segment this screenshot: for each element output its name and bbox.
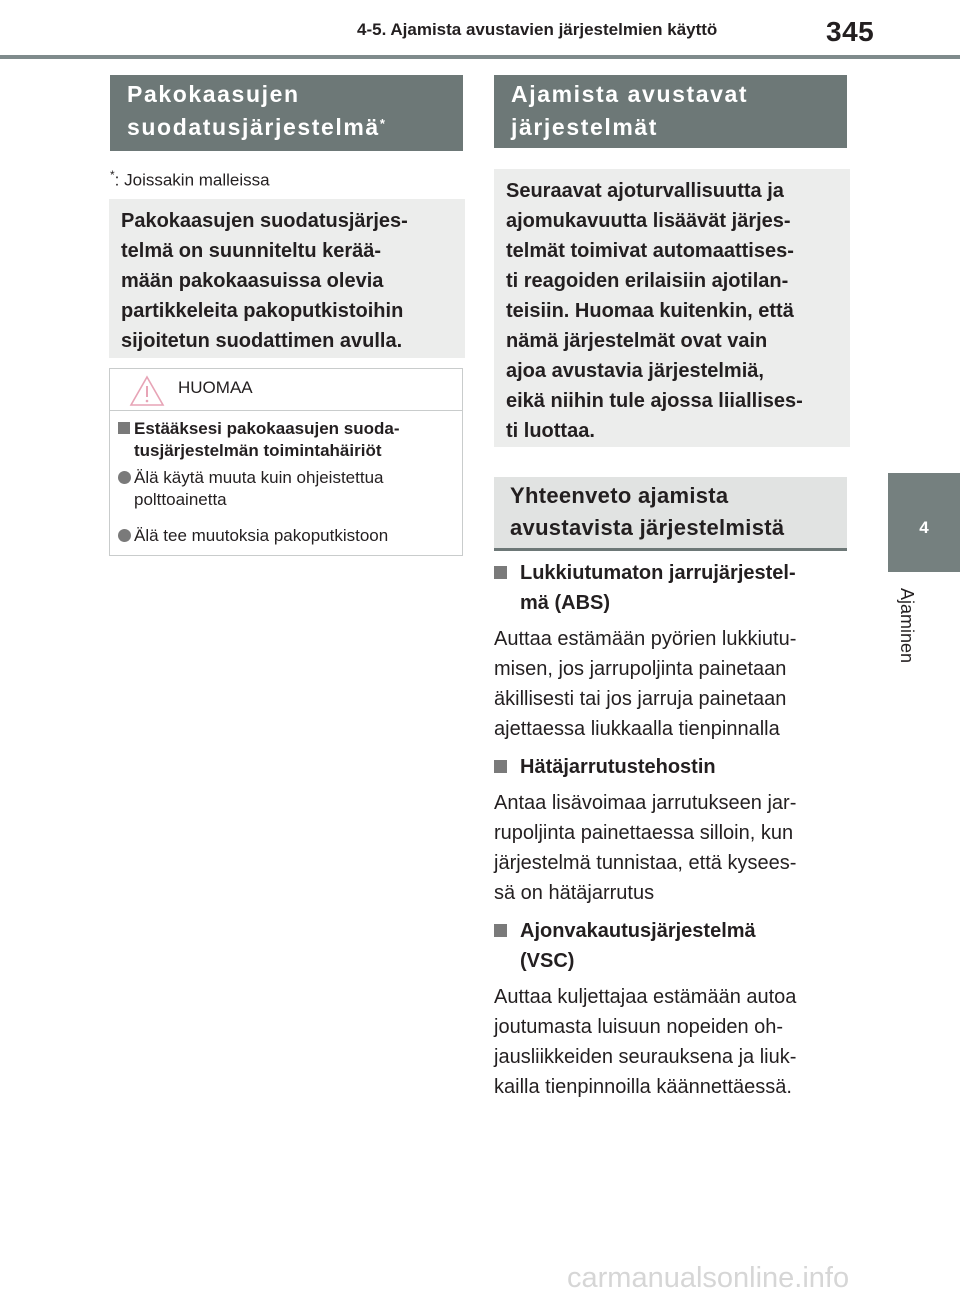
chapter-number: 4 [919, 518, 929, 537]
watermark[interactable]: carmanualsonline.info [567, 1262, 850, 1294]
intro-line: partikkeleita pakoputkistoihin [121, 300, 404, 322]
round-bullet-icon [118, 471, 131, 484]
square-bullet-icon [494, 566, 507, 579]
square-bullet-icon [494, 760, 507, 773]
footnote-marker: * [379, 116, 385, 131]
driving-assist-heading: Ajamista avustavat järjestelmät [494, 75, 847, 148]
driving-assist-intro: Seuraavat ajoturvallisuutta ja ajomukavuutta lisäävät järjes- telmät toimivat automaattises- ti reagoiden erilaisiin ajotilan- teisiin. Huomaa kuitenkin, että nämä järjestelmät ovat vain ajoa avustavia järjestelmiä, eikä niihin tule ajossa liiallises- ti luottaa. [494, 169, 850, 447]
footnote: *: Joissakin malleissa [110, 168, 270, 190]
summary-heading: Yhteenveto ajamista avustavista järjestelmistä [494, 477, 847, 551]
section-title: 4-5. Ajamista avustavien järjestelmien käyttö [357, 20, 718, 39]
header-rule [0, 55, 960, 59]
heading-line: Pakokaasujen [127, 81, 300, 107]
notice-header [110, 369, 462, 411]
round-bullet-icon [118, 529, 131, 542]
intro-line: sijoitetun suodattimen avulla. [121, 330, 403, 352]
exhaust-filter-intro [109, 199, 465, 358]
page-number: 345 [826, 16, 875, 47]
chapter-label: Ajaminen [897, 588, 917, 664]
square-bullet-icon [494, 924, 507, 937]
system-body-abs: Auttaa estämään pyörien lukkiutu- misen, jos jarrupoljinta painetaan äkillisesti tai jos jarruja painetaan ajettaessa liukkaalla tienpinnalla [494, 628, 797, 740]
notice-title: HUOMAA [178, 378, 253, 397]
system-title-abs: Lukkiutumaton jarrujärjestel- mä (ABS) [494, 558, 844, 620]
exhaust-filter-heading [110, 75, 463, 151]
warning-triangle-icon [129, 375, 165, 407]
square-bullet-icon [118, 422, 130, 434]
system-title-vsc: Ajonvakautusjärjestelmä (VSC) [494, 916, 844, 978]
intro-line: Pakokaasujen suodatusjärjes- [121, 210, 408, 232]
intro-line: mään pakokaasuissa olevia [121, 270, 384, 292]
system-body-brake-assist: Antaa lisävoimaa jarrutukseen jar- rupoljinta painettaessa silloin, kun järjestelmä tunnistaa, että kysees- sä on hätäjarrutus [494, 792, 797, 904]
notice-box: HUOMAA Estääksesi pakokaasujen suoda- tusjärjestelmän toimintahäiriöt Älä käytä muuta kuin ohjeistettua polttoainetta Älä tee muutoksia pakoputkistoon [109, 368, 463, 556]
intro-line: telmä on suunniteltu kerää- [121, 240, 382, 262]
system-body-vsc: Auttaa kuljettajaa estämään autoa joutumasta luisuun nopeiden oh- jausliikkeiden seurauksena ja liuk- kailla tienpinnoilla käännettäessä. [494, 986, 797, 1098]
heading-line: suodatusjärjestelmä* [127, 114, 385, 140]
system-title-brake-assist: Hätäjarrutustehostin [494, 752, 844, 784]
